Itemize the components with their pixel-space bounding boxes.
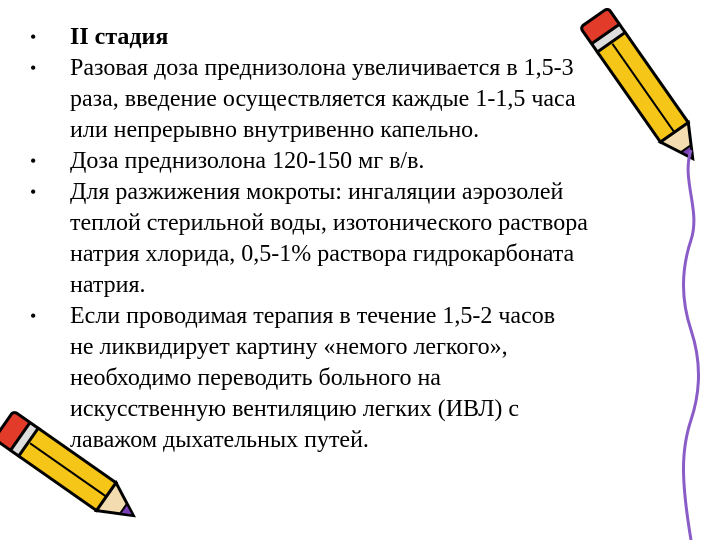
bullet-text-line: Если проводимая терапия в течение 1,5-2 часов — [70, 303, 556, 329]
bullet-text-line: натрия хлорида, 0,5-1% раствора гидрокарбоната — [70, 241, 575, 267]
pencil-clipart-bottom-icon — [0, 400, 140, 540]
bullet-text-line: или непрерывно внутривенно капельно. — [70, 117, 480, 143]
pencil-clipart-top-icon — [575, 0, 720, 175]
bullet-text-line: натрия. — [70, 272, 146, 298]
bullet-text-line: раза, введение осуществляется каждые 1-1,5 часа — [70, 86, 576, 112]
bullet-text-line: необходимо переводить больного на — [70, 365, 441, 391]
bullet-text-line: искусственную вентиляцию легких (ИВЛ) с — [70, 396, 520, 422]
bullet-text-line: Доза преднизолона 120-150 мг в/в. — [70, 148, 425, 174]
bullet-text-line: Для разжижения мокроты: ингаляции аэрозолей — [70, 179, 564, 205]
stage-heading: II стадия — [70, 24, 169, 50]
wavy-line-decoration — [676, 150, 706, 540]
bullet-dot: • — [30, 182, 37, 202]
bullet-dot: • — [30, 27, 37, 47]
bullet-item — [0, 177, 680, 301]
bullet-text-line: теплой стерильной воды, изотонического раствора — [70, 210, 588, 236]
bullet-text-line: не ликвидирует картину «немого легкого», — [70, 334, 508, 360]
bullet-text-line: Разовая доза преднизолона увеличивается в 1,5-3 — [70, 55, 574, 81]
bullet-dot: • — [30, 306, 37, 326]
bullet-dot: • — [30, 58, 37, 78]
bullet-dot: • — [30, 151, 37, 171]
bullet-text-line: лаважом дыхательных путей. — [70, 427, 369, 453]
